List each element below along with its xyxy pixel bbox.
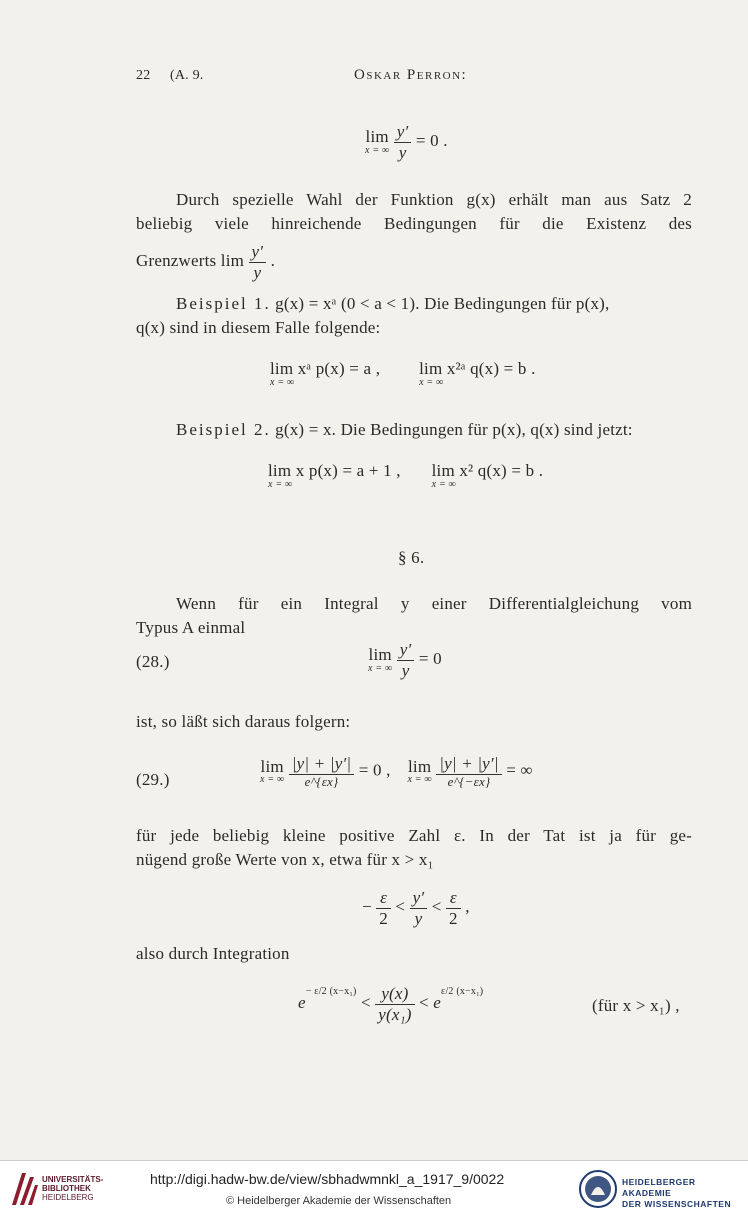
equation-28: lim x = ∞ $\frac{y'}{y}$ = 0 [368, 640, 442, 680]
equation-number-29: (29.) [136, 770, 170, 789]
page-number: 22 [136, 68, 151, 83]
paragraph-line: nügend große Werte von x, etwa für x > x₁ [136, 850, 434, 869]
equation-example-1: lim xᵃ p(x) = a , x = ∞ lim x²ᵃ q(x) = b . x = ∞ [270, 359, 536, 388]
section-heading: § 6. [398, 548, 425, 567]
logo-line: DER WISSENSCHAFTEN [622, 1199, 732, 1210]
paragraph-line: Grenzwerts lim $\frac{y'}{y}$ . [136, 242, 276, 282]
paragraph-line: q(x) sind in diesem Falle folgende: [136, 318, 381, 337]
paragraph-line: beliebig viele hinreichende Bedingungen für die Existenz des [136, 214, 692, 233]
footer-bar [0, 1160, 748, 1217]
equation-number-28: (28.) [136, 652, 170, 671]
equation-integration: $e^{- \varepsilon/2 (x-x_1)}$ < $\frac{y(x)}{\text{y(x₁)}}$ < $e^{\varepsilon/2 (x-x_1)}$ [298, 984, 484, 1024]
logo-line: HEIDELBERG [42, 1193, 94, 1203]
logo-line: BIBLIOTHEK [42, 1184, 91, 1194]
paragraph-line: ist, so läßt sich daraus folgern: [136, 712, 351, 731]
paragraph-line: Typus A einmal [136, 618, 246, 637]
paragraph-line: also durch Integration [136, 944, 290, 963]
academy-seal-icon [578, 1169, 618, 1209]
paragraph-line: Durch spezielle Wahl der Funktion g(x) erhält man aus Satz 2 [176, 190, 692, 209]
equation-29: lim x = ∞ $\frac{|y| + |y'|}{e\^{}\{\varepsilon x\}}$ = 0 , lim x = ∞ $\frac{|y| + |y'|}{e\^{}\{-\varepsilon x\}}$ = ∞ [260, 754, 533, 789]
library-emblem-icon [8, 1169, 40, 1209]
paragraph-line: Wenn für ein Integral y einer Differentialgleichung vom [176, 594, 692, 613]
equation-inequality: − $\frac{\varepsilon}{2}$ < $\frac{y'}{y}$ < $\frac{\varepsilon}{2}$ , [362, 888, 470, 928]
equation-example-2: lim x p(x) = a + 1 , x = ∞ lim x² q(x) = b . x = ∞ [268, 461, 544, 490]
equation-condition: (für x > x₁) , [592, 996, 680, 1015]
logo-line: HEIDELBERGER AKADEMIE [622, 1177, 696, 1199]
logo-line: UNIVERSITÄTS- [42, 1175, 104, 1184]
university-library-logo[interactable] [8, 1169, 118, 1209]
equation-limit-ratio: lim x = ∞ $\frac{y'}{y}$ = 0 . [365, 122, 448, 162]
example-1-line: Beispiel 1. g(x) = xᵃ (0 < a < 1). Die Bedingungen für p(x), [176, 294, 610, 313]
academy-logo[interactable] [578, 1167, 743, 1211]
example-2-line: Beispiel 2. g(x) = x. Die Bedingungen für p(x), q(x) sind jetzt: [176, 420, 633, 439]
series-label: (A. 9. [170, 68, 204, 83]
paragraph-line: für jede beliebig kleine positive Zahl ε. In der Tat ist ja für ge- [136, 826, 692, 845]
running-head-author: Oskar Perron: [354, 67, 468, 83]
document-url-link[interactable]: http://digi.hadw-bw.de/view/sbhadwmnkl_a_1917_9/0022 [150, 1171, 505, 1187]
copyright-notice: © Heidelberger Akademie der Wissenschaften [226, 1195, 452, 1207]
